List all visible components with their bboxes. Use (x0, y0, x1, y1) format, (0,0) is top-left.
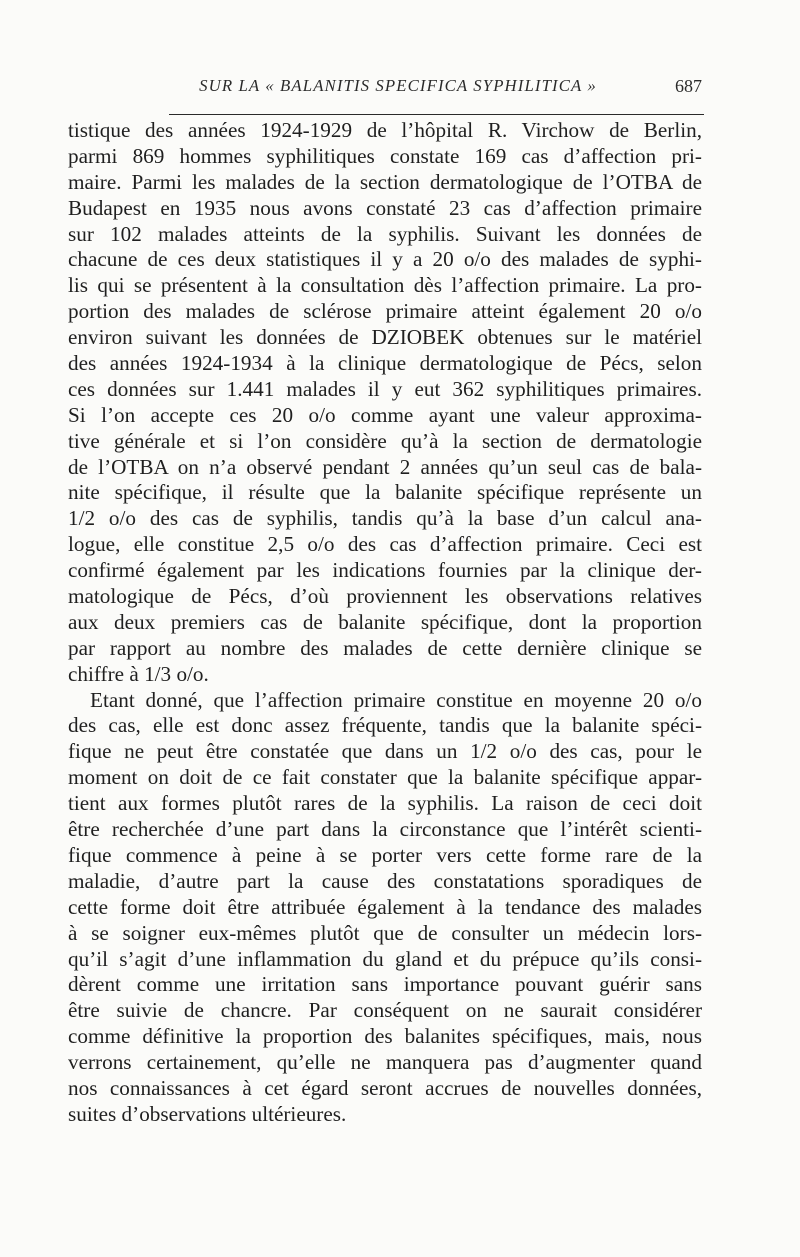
text-line: des années 1924-1934 à la clinique dermatologique de Pécs, selon (68, 351, 702, 376)
header-rule (169, 114, 704, 115)
text-line: environ suivant les données de DZIOBEK obtenues sur le matériel (68, 325, 702, 350)
text-line: de l’OTBA on n’a observé pendant 2 années qu’un seul cas de bala- (68, 454, 702, 479)
text-line: nite spécifique, il résulte que la balanite spécifique représente un (68, 480, 702, 505)
text-line: verrons certainement, qu’elle ne manquera pas d’augmenter quand (68, 1050, 702, 1075)
text-line: tient aux formes plutôt rares de la syphilis. La raison de ceci doit (68, 791, 702, 816)
text-line: être suivie de chancre. Par conséquent on ne saurait considérer (68, 998, 702, 1023)
running-head (68, 74, 702, 104)
text-line: dèrent comme une irritation sans importance pouvant guérir sans (68, 972, 702, 997)
text-line: Budapest en 1935 nous avons constaté 23 cas d’affection primaire (68, 195, 702, 220)
text-line: des cas, elle est donc assez fréquente, tandis que la balanite spéci- (68, 713, 702, 738)
text-line: sur 102 malades atteints de la syphilis. Suivant les données de (68, 221, 702, 246)
text-line: fique commence à peine à se porter vers cette forme rare de la (68, 842, 702, 867)
text-line: suites d’observations ultérieures. (68, 1101, 347, 1126)
text-line: Si l’on accepte ces 20 o/o comme ayant une valeur approxima- (68, 402, 702, 427)
paragraph (68, 688, 702, 1128)
text-line: chacune de ces deux statistiques il y a 20 o/o des malades de syphi- (68, 247, 702, 272)
text-line: moment on doit de ce fait constater que la balanite spécifique appar- (68, 765, 702, 790)
text-line: matologique de Pécs, d’où proviennent les observations relatives (68, 584, 702, 609)
text-line: qu’il s’agit d’une inflammation du gland et du prépuce qu’ils consi- (68, 946, 702, 971)
page-number: 687 (675, 76, 702, 96)
text-line: portion des malades de sclérose primaire atteint également 20 o/o (68, 299, 702, 324)
text-line: être recherchée d’une part dans la circonstance que l’intérêt scienti- (68, 817, 702, 842)
text-line: nos connaissances à cet égard seront accrues de nouvelles données, (68, 1075, 702, 1100)
text-line: tive générale et si l’on considère qu’à la section de dermatologie (68, 428, 702, 453)
text-line: logue, elle constitue 2,5 o/o des cas d’affection primaire. Ceci est (68, 532, 702, 557)
text-line: maire. Parmi les malades de la section dermatologique de l’OTBA de (68, 169, 702, 194)
text-line: Etant donné, que l’affection primaire constitue en moyenne 20 o/o (90, 687, 702, 712)
text-line: maladie, d’autre part la cause des constatations sporadiques de (68, 868, 702, 893)
running-title: SUR LA « BALANITIS SPECIFICA SYPHILITICA » (199, 76, 597, 95)
text-line: par rapport au nombre des malades de cette dernière clinique se (68, 635, 702, 660)
text-line: 1/2 o/o des cas de syphilis, tandis qu’à la base d’un calcul ana- (68, 506, 702, 531)
text-line: cette forme doit être attribuée également à la tendance des malades (68, 894, 702, 919)
text-line: parmi 869 hommes syphilitiques constate 169 cas d’affection pri- (68, 143, 702, 168)
text-line: à se soigner eux-mêmes plutôt que de consulter un médecin lors- (68, 920, 702, 945)
paragraph-continued (68, 118, 702, 688)
text-line: lis qui se présentent à la consultation dès l’affection primaire. La pro- (68, 273, 702, 298)
text-line: chiffre à 1/3 o/o. (68, 661, 209, 686)
text-line: confirmé également par les indications fournies par la clinique der- (68, 558, 702, 583)
text-line: comme définitive la proportion des balanites spécifiques, mais, nous (68, 1024, 702, 1049)
text-line: fique ne peut être constatée que dans un 1/2 o/o des cas, pour le (68, 739, 702, 764)
body-text (68, 118, 702, 1128)
text-line: tistique des années 1924-1929 de l’hôpital R. Virchow de Berlin, (68, 118, 702, 142)
text-line: ces données sur 1.441 malades il y eut 362 syphilitiques primaires. (68, 376, 702, 401)
text-line: aux deux premiers cas de balanite spécifique, dont la proportion (68, 609, 702, 634)
